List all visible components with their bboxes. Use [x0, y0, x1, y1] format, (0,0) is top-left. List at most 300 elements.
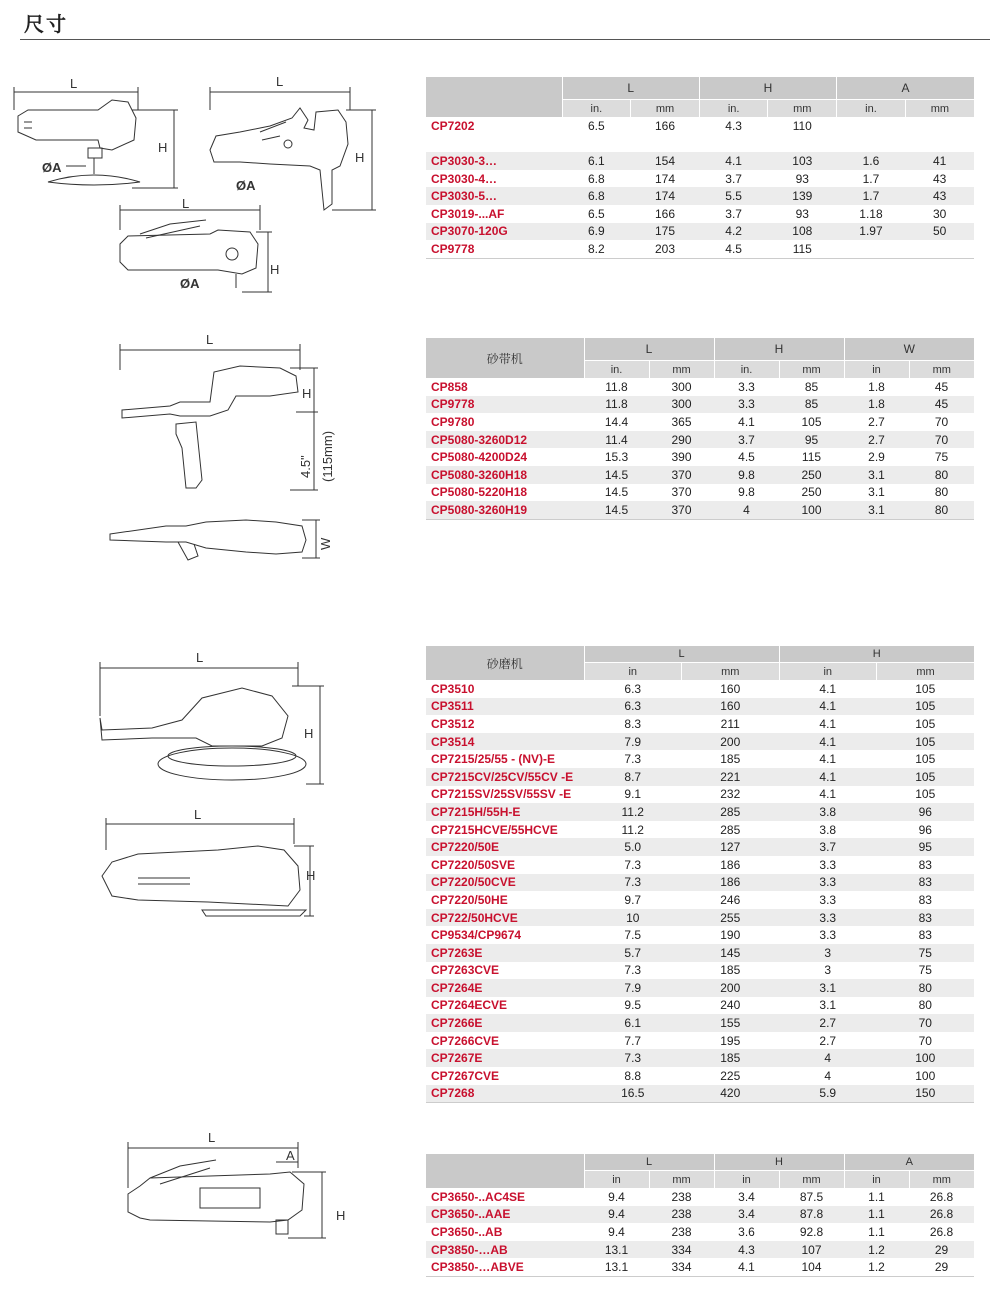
table-row — [426, 1188, 974, 1206]
model-cell: CP3650-..AC4SE — [431, 1189, 526, 1204]
value-cell: 185 — [682, 1049, 780, 1067]
value-cell: 166 — [654, 118, 675, 133]
value-cell: 4.1 — [819, 681, 837, 696]
table-row — [426, 187, 974, 205]
table-header-group: A — [837, 77, 974, 100]
value-cell: 3.7 — [779, 838, 877, 856]
value-cell: 225 — [720, 1068, 741, 1083]
value-cell: 100 — [915, 1068, 936, 1083]
value-cell: 92.8 — [799, 1224, 824, 1239]
table-header-unit: in. — [584, 361, 649, 379]
dim-label-h: H — [304, 726, 314, 741]
value-cell: 11.2 — [621, 822, 644, 837]
drawing-belt-sander-side — [110, 330, 340, 500]
table-header-group: H — [714, 338, 844, 361]
table-row — [426, 431, 974, 449]
value-cell: 4.3 — [714, 1241, 779, 1259]
model-cell: CP3511 — [426, 698, 584, 716]
value-cell: 26.8 — [929, 1224, 954, 1239]
value-cell: 105 — [877, 733, 975, 751]
value-cell: 211 — [720, 716, 740, 731]
value-cell: 83 — [918, 857, 932, 872]
value-cell: 203 — [631, 240, 700, 258]
value-cell: 105 — [915, 787, 936, 802]
value-cell: 43 — [905, 187, 974, 205]
value-cell: 3.4 — [714, 1206, 779, 1224]
value-cell: 290 — [649, 431, 714, 449]
value-cell: 6.5 — [587, 118, 605, 133]
value-cell: 185 — [720, 752, 741, 767]
value-cell: 105 — [915, 752, 936, 767]
value-cell: 75 — [918, 963, 932, 978]
model-cell: CP7268 — [426, 1085, 584, 1103]
value-cell: 7.3 — [584, 874, 682, 892]
value-cell: 6.8 — [562, 187, 631, 205]
table-header-group: L — [562, 77, 699, 100]
value-cell: 105 — [915, 716, 936, 731]
value-cell — [837, 117, 906, 135]
value-cell: 166 — [654, 206, 675, 221]
model-cell: CP3650-..AB — [431, 1224, 503, 1239]
value-cell: 50 — [905, 223, 974, 241]
value-cell: 105 — [877, 768, 975, 786]
value-cell: 2.7 — [779, 1014, 877, 1032]
value-cell: 75 — [934, 450, 949, 465]
table-row — [426, 997, 974, 1015]
table-header-unit: mm — [768, 100, 837, 118]
value-cell: 29 — [909, 1258, 974, 1276]
value-cell: 75 — [877, 944, 975, 962]
table-row — [426, 821, 974, 839]
table-row — [426, 396, 974, 414]
table-row — [426, 1032, 974, 1050]
dim-label-h: H — [270, 262, 280, 277]
value-cell: 238 — [649, 1206, 714, 1224]
value-cell: 9.1 — [624, 787, 642, 802]
value-cell: 9.5 — [624, 998, 642, 1013]
value-cell: 85 — [779, 396, 844, 414]
table-header-unit: in — [714, 1171, 779, 1189]
table-header-model: 砂磨机 — [426, 646, 584, 680]
table-row — [426, 170, 974, 188]
value-cell: 13.1 — [584, 1241, 649, 1259]
value-cell: 160 — [720, 681, 741, 696]
value-cell — [699, 135, 768, 153]
table-header-unit: mm — [909, 1171, 974, 1189]
model-cell: CP7215HCVE/55HCVE — [431, 822, 558, 837]
table-header-unit: mm — [877, 663, 975, 681]
table-header-unit: mm — [909, 361, 974, 379]
dim-label-h: H — [306, 868, 316, 883]
value-cell: 7.3 — [624, 963, 642, 978]
table-row — [426, 838, 974, 856]
table-row — [426, 1223, 974, 1241]
table-row — [426, 448, 974, 466]
value-cell: 1.6 — [837, 152, 906, 170]
table-row — [426, 205, 974, 223]
value-cell: 1.8 — [844, 396, 909, 414]
value-cell: 3.3 — [819, 928, 837, 943]
value-cell: 2.7 — [819, 1033, 837, 1048]
value-cell: 4.1 — [779, 733, 877, 751]
value-cell: 221 — [682, 768, 780, 786]
dim-label-l: L — [70, 76, 78, 91]
table-body — [426, 680, 974, 1103]
value-cell: 105 — [801, 414, 822, 429]
value-cell: 95 — [877, 838, 975, 856]
value-cell: 43 — [932, 171, 947, 186]
model-cell: CP858 — [431, 379, 468, 394]
value-cell: 7.3 — [584, 1049, 682, 1067]
value-cell: 11.4 — [584, 431, 649, 449]
value-cell: 96 — [918, 822, 932, 837]
dim-label-l: L — [196, 650, 204, 665]
value-cell — [905, 117, 974, 135]
value-cell: 100 — [877, 1049, 975, 1067]
drawing-angle-grinder-vertical — [8, 70, 198, 210]
table-header-unit: in. — [699, 100, 768, 118]
table-header-unit: in — [779, 663, 877, 681]
table-row — [426, 1206, 974, 1224]
value-cell: 174 — [631, 187, 700, 205]
model-cell: CP3030-4… — [431, 171, 498, 186]
value-cell: 110 — [792, 118, 812, 133]
value-cell: 9.4 — [584, 1206, 649, 1224]
value-cell: 300 — [671, 379, 692, 394]
dim-label-oa: ØA — [180, 276, 200, 291]
table-row — [426, 768, 974, 786]
model-cell: CP3512 — [431, 716, 475, 731]
model-cell: CP5080-3260H18 — [426, 466, 584, 484]
value-cell: 41 — [905, 152, 974, 170]
value-cell: 186 — [682, 874, 780, 892]
value-cell: 3.8 — [779, 803, 877, 821]
table-row — [426, 152, 974, 170]
table-header-group: H — [699, 77, 836, 100]
model-cell: CP3030-5… — [426, 187, 562, 205]
table-body — [426, 378, 974, 519]
table-header-unit: mm — [631, 100, 700, 118]
model-cell: CP3019-...AF — [431, 206, 505, 221]
value-cell: 160 — [682, 698, 780, 716]
value-cell: 1.7 — [862, 171, 880, 186]
value-cell: 83 — [918, 892, 932, 907]
value-cell: 4.1 — [779, 698, 877, 716]
table-header-group: H — [714, 1154, 844, 1171]
value-cell: 4.1 — [819, 787, 837, 802]
value-cell: 4 — [824, 1068, 832, 1083]
dim-label-l: L — [206, 332, 214, 347]
value-cell — [905, 240, 974, 258]
value-cell: 7.9 — [584, 979, 682, 997]
model-cell: CP3650-..AAE — [426, 1206, 584, 1224]
table-header-unit: mm — [649, 1171, 714, 1189]
table-row — [426, 378, 974, 396]
table-header-unit: in — [584, 663, 682, 681]
value-cell: 390 — [671, 450, 692, 465]
table-row — [426, 1241, 974, 1259]
table-header-group: A — [844, 1154, 974, 1171]
model-cell: CP9534/CP9674 — [431, 928, 522, 943]
table-row — [426, 874, 974, 892]
value-cell: 80 — [934, 485, 949, 500]
table-row — [426, 413, 974, 431]
value-cell: 139 — [768, 187, 837, 205]
model-cell: CP7215/25/55 - (NV)-E — [431, 752, 556, 767]
table-row — [426, 733, 974, 751]
table-body — [426, 117, 974, 258]
value-cell: 3.3 — [779, 874, 877, 892]
value-cell — [631, 135, 700, 153]
value-cell: 3.6 — [738, 1224, 755, 1239]
value-cell: 4 — [714, 501, 779, 519]
table-row — [426, 240, 974, 258]
value-cell: 80 — [909, 466, 974, 484]
value-cell: 4.1 — [779, 768, 877, 786]
value-cell: 7.3 — [624, 857, 642, 872]
table-header-unit: in. — [714, 361, 779, 379]
model-cell: CP7266CVE — [431, 1033, 500, 1048]
table-header-group: H — [779, 646, 974, 663]
value-cell: 1.1 — [868, 1189, 885, 1204]
value-cell: 4.1 — [699, 152, 768, 170]
value-cell: 200 — [682, 733, 780, 751]
value-cell: 4.1 — [714, 1258, 779, 1276]
value-cell: 45 — [909, 396, 974, 414]
value-cell: 1.18 — [859, 206, 883, 221]
value-cell: 4.1 — [738, 414, 755, 429]
value-cell: 4.1 — [819, 752, 837, 767]
value-cell: 105 — [915, 681, 936, 696]
table-header-unit: in — [844, 361, 909, 379]
model-cell: CP3514 — [426, 733, 584, 751]
table-header-model — [426, 77, 562, 117]
value-cell: 285 — [682, 803, 780, 821]
value-cell: 4.5 — [699, 240, 768, 258]
value-cell: 30 — [932, 206, 947, 221]
value-cell: 16.5 — [584, 1085, 682, 1103]
value-cell: 80 — [877, 979, 975, 997]
value-cell: 26.8 — [909, 1206, 974, 1224]
value-cell: 3.3 — [779, 909, 877, 927]
value-cell: 240 — [720, 998, 741, 1013]
value-cell: 3.1 — [779, 979, 877, 997]
value-cell: 6.1 — [562, 152, 631, 170]
value-cell: 7.7 — [624, 1033, 642, 1048]
value-cell: 29 — [909, 1241, 974, 1259]
table-row — [426, 750, 974, 768]
value-cell: 3.4 — [738, 1189, 755, 1204]
table-header-unit: in — [584, 1171, 649, 1189]
value-cell: 154 — [631, 152, 700, 170]
dim-label-h: H — [302, 386, 312, 401]
value-cell: 370 — [649, 501, 714, 519]
value-cell: 6.3 — [584, 698, 682, 716]
table-row — [426, 1085, 974, 1103]
value-cell: 1.7 — [837, 187, 906, 205]
value-cell: 1.97 — [837, 223, 906, 241]
value-cell: 70 — [909, 431, 974, 449]
value-cell: 250 — [779, 466, 844, 484]
page-title: 尺寸 — [24, 14, 68, 36]
model-cell: CP5080-5220H18 — [431, 485, 528, 500]
value-cell: 5.7 — [584, 944, 682, 962]
value-cell: 26.8 — [929, 1189, 954, 1204]
value-cell: 93 — [795, 206, 809, 221]
value-cell: 246 — [720, 892, 741, 907]
drawing-inline-orbital-sander — [98, 806, 328, 924]
value-cell: 7.3 — [624, 752, 642, 767]
value-cell: 104 — [779, 1258, 844, 1276]
value-cell: 11.8 — [605, 379, 628, 394]
value-cell: 174 — [654, 171, 675, 186]
value-cell: 10 — [584, 909, 682, 927]
table-row — [426, 698, 974, 716]
table-row — [426, 926, 974, 944]
value-cell: 3.3 — [819, 892, 837, 907]
table-header-unit: in — [844, 1171, 909, 1189]
value-cell: 83 — [877, 909, 975, 927]
dim-label-l: L — [208, 1130, 216, 1145]
model-cell: CP722/50HCVE — [426, 909, 584, 927]
table-row — [426, 117, 974, 135]
model-cell: CP7215SV/25SV/55SV -E — [431, 787, 572, 802]
value-cell: 6.1 — [584, 1014, 682, 1032]
value-cell: 3.7 — [725, 206, 742, 221]
value-cell: 1.2 — [844, 1241, 909, 1259]
table-header-unit: in. — [837, 100, 906, 118]
value-cell: 127 — [682, 838, 780, 856]
value-cell: 1.8 — [868, 379, 885, 394]
value-cell: 155 — [682, 1014, 780, 1032]
spec-table-orbital-sanders — [426, 646, 974, 1103]
title-divider — [20, 39, 990, 40]
value-cell: 3.7 — [725, 171, 742, 186]
value-cell: 7.9 — [584, 733, 682, 751]
value-cell: 96 — [877, 803, 975, 821]
table-header-group: L — [584, 646, 779, 663]
value-cell: 3.7 — [714, 431, 779, 449]
table-row — [426, 484, 974, 502]
model-cell: CP7266E — [426, 1014, 584, 1032]
value-cell: 9.8 — [714, 466, 779, 484]
table-row — [426, 803, 974, 821]
table-row — [426, 1049, 974, 1067]
value-cell: 4.2 — [699, 223, 768, 241]
value-cell: 70 — [934, 414, 949, 429]
model-cell: CP5080-4200D24 — [431, 450, 528, 465]
model-cell: CP7263E — [426, 944, 584, 962]
value-cell: 83 — [877, 874, 975, 892]
table-row — [426, 909, 974, 927]
dim-label-h: H — [336, 1208, 346, 1223]
value-cell: 6.9 — [562, 223, 631, 241]
value-cell: 2.9 — [868, 450, 885, 465]
value-cell: 250 — [801, 485, 822, 500]
spec-table-angle-die-grinders — [426, 1154, 974, 1277]
table-row — [426, 979, 974, 997]
value-cell: 4.5 — [738, 450, 755, 465]
table-row — [426, 466, 974, 484]
value-cell: 186 — [720, 857, 741, 872]
value-cell: 3.3 — [738, 379, 755, 394]
value-cell: 190 — [720, 928, 741, 943]
value-cell: 370 — [671, 485, 692, 500]
value-cell: 3.3 — [819, 857, 837, 872]
table-header-unit: mm — [649, 361, 714, 379]
value-cell: 115 — [801, 450, 822, 465]
value-cell: 195 — [720, 1033, 741, 1048]
value-cell: 108 — [768, 223, 837, 241]
dim-label-l: L — [182, 196, 190, 211]
value-cell: 255 — [682, 909, 780, 927]
spec-table-angle-grinders — [426, 77, 974, 259]
dim-label-h: H — [158, 140, 168, 155]
value-cell: 9.4 — [608, 1189, 625, 1204]
value-cell — [837, 240, 906, 258]
value-cell: 15.3 — [604, 450, 629, 465]
model-cell: CP7220/50CVE — [426, 874, 584, 892]
model-cell: CP7215CV/25CV/55CV -E — [426, 768, 584, 786]
table-header-unit: mm — [779, 361, 844, 379]
value-cell: 80 — [918, 998, 932, 1013]
table-row — [426, 680, 974, 698]
table-row — [426, 501, 974, 519]
dim-label-a: A — [286, 1148, 295, 1163]
value-cell: 70 — [918, 1033, 932, 1048]
value-cell: 8.2 — [562, 240, 631, 258]
dim-label-oa: ØA — [236, 178, 256, 193]
table-body — [426, 1188, 974, 1276]
model-cell: CP3850-…ABVE — [426, 1258, 584, 1276]
table-row — [426, 135, 974, 153]
value-cell — [905, 135, 974, 153]
value-cell: 3.3 — [714, 396, 779, 414]
value-cell: 3 — [824, 963, 832, 978]
value-cell: 14.5 — [584, 466, 649, 484]
table-header-group: L — [584, 1154, 714, 1171]
drawing-angle-grinder-inline — [110, 196, 280, 296]
value-cell: 9.4 — [608, 1224, 625, 1239]
value-cell: 1.1 — [868, 1224, 885, 1239]
value-cell: 285 — [720, 822, 741, 837]
table-row — [426, 1258, 974, 1276]
model-cell: CP3070-120G — [426, 223, 562, 241]
value-cell: 365 — [671, 414, 692, 429]
value-cell — [562, 135, 631, 153]
value-cell: 13.1 — [584, 1258, 649, 1276]
table-header-unit: mm — [779, 1171, 844, 1189]
table-row — [426, 944, 974, 962]
model-cell: CP9778 — [426, 240, 562, 258]
value-cell: 334 — [649, 1241, 714, 1259]
value-cell: 1.2 — [844, 1258, 909, 1276]
dim-label-4-5-in: 4.5" — [298, 455, 313, 478]
value-cell: 3.1 — [819, 998, 837, 1013]
table-header-model — [426, 1154, 584, 1188]
value-cell: 334 — [649, 1258, 714, 1276]
table-header-unit: in. — [562, 100, 631, 118]
model-cell: CP7220/50E — [426, 838, 584, 856]
model-cell: CP3510 — [431, 681, 475, 696]
value-cell: 150 — [877, 1085, 975, 1103]
table-row — [426, 856, 974, 874]
value-cell: 1.1 — [844, 1206, 909, 1224]
model-cell: CP5080-3260D12 — [426, 431, 584, 449]
value-cell — [837, 135, 906, 153]
value-cell: 185 — [720, 963, 741, 978]
dim-label-115mm: (115mm) — [320, 430, 335, 482]
